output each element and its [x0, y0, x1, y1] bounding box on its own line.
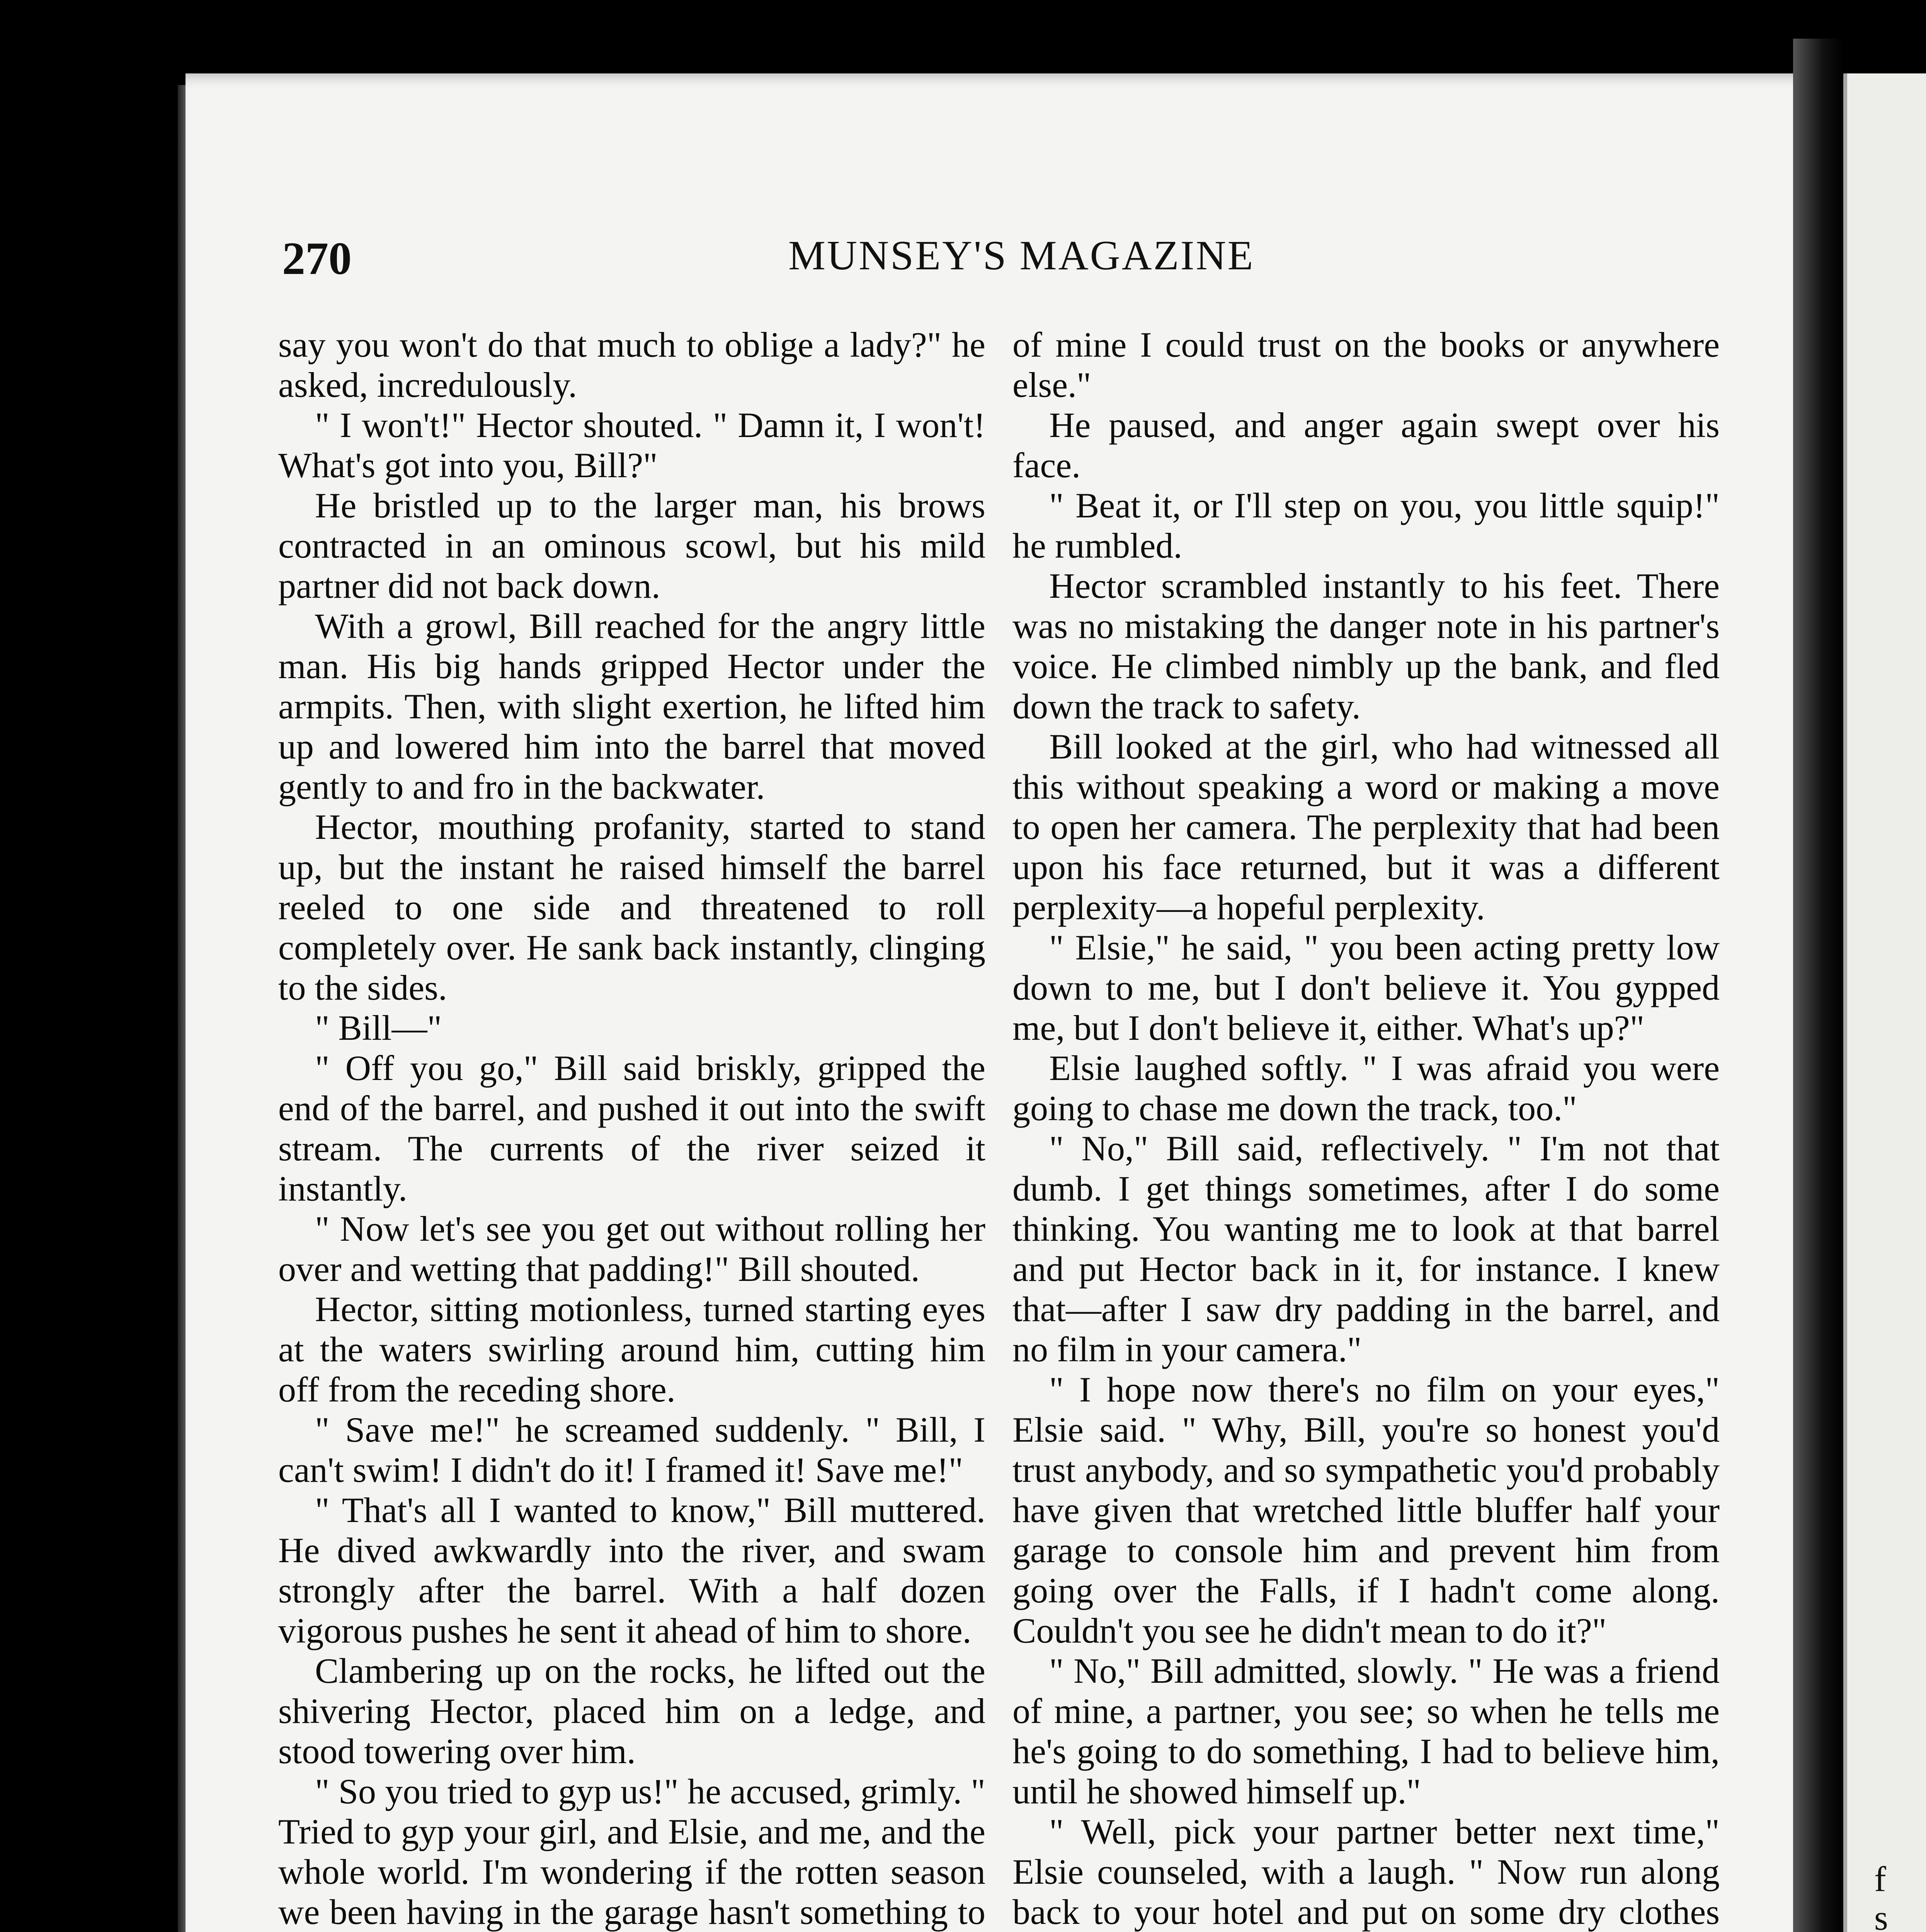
paragraph: " Elsie," he said, " you been acting pretty low down to me, but I don't believe it. You gypped me, but I don't believe it, either. What's up?" [1012, 928, 1720, 1048]
paragraph: He paused, and anger again swept over his face. [1012, 405, 1720, 485]
page-number: 270 [282, 233, 352, 284]
paragraph: " Save me!" he screamed suddenly. " Bill, I can't swim! I didn't do it! I framed it! Save me!" [278, 1410, 985, 1490]
adjacent-page-fragment: s [1874, 1898, 1888, 1932]
paragraph: " No," Bill said, reflectively. " I'm not that dumb. I get things sometimes, after I do some thinking. You wanting me to look at that barrel and put Hector back in it, for instance. I knew that—after I saw dry padding in the barrel, and no film in your camera." [1012, 1129, 1720, 1369]
paragraph: " That's all I wanted to know," Bill muttered. He dived awkwardly into the river, and swam strongly after the barrel. With a half dozen vigorous pushes he sent it ahead of him to shore. [278, 1490, 985, 1650]
paragraph: Hector scrambled instantly to his feet. There was no mistaking the danger note in his partner's voice. He climbed nimbly up the bank, and fled down the track to safety. [1012, 566, 1720, 726]
paragraph: Bill looked at the girl, who had witnessed all this without speaking a word or making a move to open her camera. The perplexity that had been upon his face returned, but it was a different perplexity—a hopeful perplexity. [1012, 727, 1720, 927]
right-text-column [1012, 325, 1720, 1932]
paragraph: " Now let's see you get out without rolling her over and wetting that padding!" Bill shouted. [278, 1209, 985, 1289]
paragraph: say you won't do that much to oblige a lady?" he asked, incredulously. [278, 325, 985, 405]
paragraph: Elsie laughed softly. " I was afraid you were going to chase me down the track, too." [1012, 1048, 1720, 1128]
paragraph: " No," Bill admitted, slowly. " He was a friend of mine, a partner, you see; so when he tells me he's going to do something, I had to believe him, until he showed himself up." [1012, 1651, 1720, 1811]
adjacent-page-fragment: f [1874, 1859, 1886, 1899]
paragraph: " I won't!" Hector shouted. " Damn it, I won't! What's got into you, Bill?" [278, 405, 985, 485]
paragraph: Hector, mouthing profanity, started to stand up, but the instant he raised himself the barrel reeled to one side and threatened to roll completely over. He sank back instantly, clinging to the sides. [278, 807, 985, 1007]
paragraph: With a growl, Bill reached for the angry little man. His big hands gripped Hector under the armpits. Then, with slight exertion, he lifted him up and lowered him into the barrel that moved gently to and fro in the backwater. [278, 606, 985, 806]
adjacent-page-edge [1847, 73, 1926, 1932]
paragraph: " Well, pick your partner better next time," Elsie counseled, with a laugh. " Now run along back to your hotel and put on some dry clothes [1012, 1812, 1720, 1932]
paragraph: " So you tried to gyp us!" he accused, grimly. " Tried to gyp your girl, and Elsie, and me, and the whole world. I'm wondering if the rotten season we been having in the garage hasn't something to [278, 1772, 985, 1932]
paragraph: " Beat it, or I'll step on you, you little squip!" he rumbled. [1012, 486, 1720, 565]
paragraph: " I hope now there's no film on your eyes," Elsie said. " Why, Bill, you're so honest you'd trust anybody, and so sympathetic you'd probably have given that wretched little bluffer half your garage to console him and prevent him from going over the Falls, if I hadn't come along. Couldn't you see he didn't mean to do it?" [1012, 1370, 1720, 1650]
page-header [282, 232, 1724, 286]
paragraph: Clambering up on the rocks, he lifted out the shivering Hector, placed him on a ledge, and stood towering over him. [278, 1651, 985, 1771]
book-binding [1793, 39, 1843, 1932]
paragraph: of mine I could trust on the books or anywhere else." [1012, 325, 1720, 405]
paragraph: " Off you go," Bill said briskly, gripped the end of the barrel, and pushed it out into the swift stream. The currents of the river seized it instantly. [278, 1048, 985, 1208]
running-head: MUNSEY'S MAGAZINE [788, 233, 1255, 279]
paragraph: He bristled up to the larger man, his brows contracted in an ominous scowl, but his mild partner did not back down. [278, 486, 985, 605]
paragraph: Hector, sitting motionless, turned starting eyes at the waters swirling around him, cutting him off from the receding shore. [278, 1289, 985, 1409]
left-text-column [278, 325, 985, 1932]
paragraph: " Bill—" [315, 1008, 442, 1048]
